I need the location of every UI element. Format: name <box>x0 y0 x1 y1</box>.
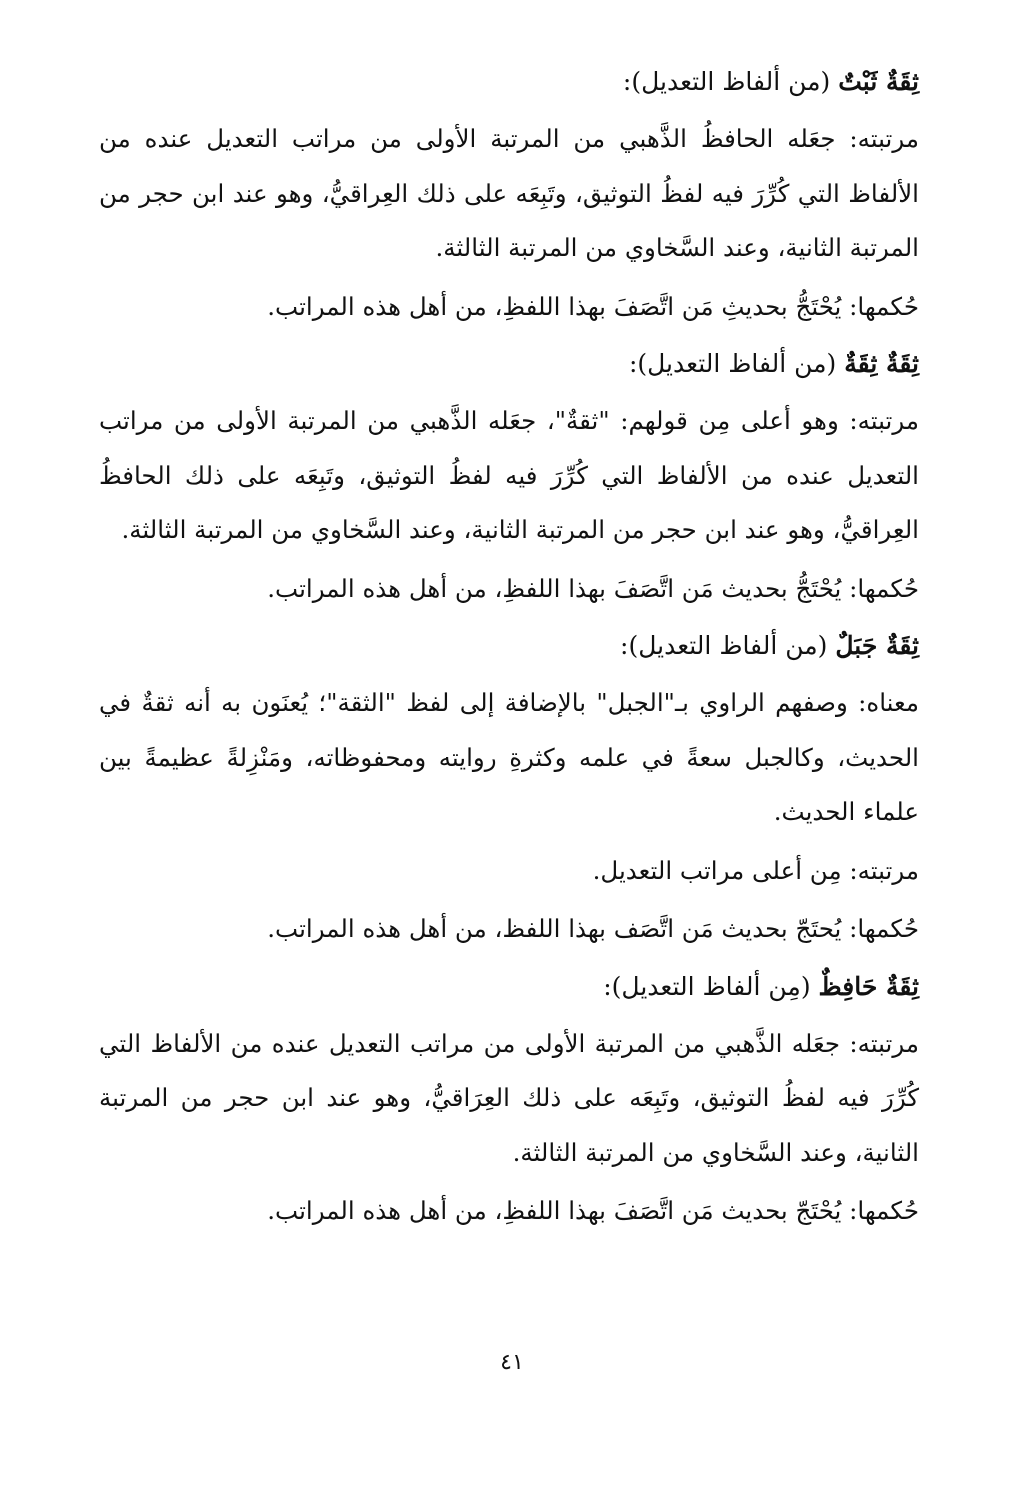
page-number: ٤١ <box>500 1350 524 1375</box>
entry-paragraph: مرتبته: مِن أعلى مراتب التعديل. <box>592 855 919 885</box>
entry-thiqa-hafiz <box>99 961 919 1239</box>
entry-paragraph: حُكمها: يُحتَجّ بحديث مَن اتَّصَف بهذا اللفظ، من أهل هذه المراتب. <box>267 914 919 943</box>
entry-category: (من ألفاظ التعديل): <box>628 349 845 378</box>
entry-heading <box>99 338 919 390</box>
entry-term: ثِقَةٌ ثَبْتٌ <box>838 67 919 96</box>
entry-paragraph: مرتبته: جعَله الذَّهبي من المرتبة الأولى من مراتب التعديل عنده من الألفاظ التي كُرِّرَ فيه لفظُ التوثيق، وتَبِعَه على ذلك العِرَاقيُّ، وهو عند ابن حجر من المرتبة الثانية، وعند السَّخاوي من المرتبة الثالثة. <box>99 1028 919 1167</box>
entry-heading <box>99 961 919 1013</box>
entry-term: ثِقَةٌ جَبَلٌ <box>835 631 919 660</box>
entry-heading <box>99 620 919 672</box>
entry-thiqa-jabal <box>99 620 919 957</box>
entry-thiqa-thiqa <box>99 338 919 616</box>
entry-paragraph: حُكمها: يُحْتَجّ بحديث مَن اتَّصَفَ بهذا اللفظِ، من أهل هذه المراتب. <box>267 1196 919 1225</box>
entry-paragraph: حُكمها: يُحْتَجُّ بحديثِ مَن اتَّصَفَ بهذا اللفظِ، من أهل هذه المراتب. <box>267 291 919 321</box>
entry-paragraph: مرتبته: جعَله الحافظُ الذَّهبي من المرتبة الأولى من مراتب التعديل عنده من الألفاظ التي كُرِّرَ فيه لفظُ التوثيق، وتَبِعَه على ذلك العِراقيُّ، وهو عند ابن حجر من المرتبة الثانية، وعند السَّخاوي من المرتبة الثالثة. <box>99 124 919 262</box>
page-body <box>99 56 919 1239</box>
entry-paragraph: مرتبته: وهو أعلى مِن قولهم: "ثقةٌ"، جعَله الذَّهبي من المرتبة الأولى من مراتب التعديل عنده من الألفاظ التي كُرِّرَ فيه لفظُ التوثيق، وتَبِعَه على ذلك الحافظُ العِراقيُّ، وهو عند ابن حجر من المرتبة الثانية، وعند السَّخاوي من المرتبة الثالثة. <box>99 406 919 544</box>
entry-thiqa-thabt <box>99 56 919 334</box>
entry-term: ثِقَةٌ ثِقَةٌ <box>844 349 919 378</box>
entry-heading <box>99 56 919 108</box>
entry-paragraph: حُكمها: يُحْتَجُّ بحديث مَن اتَّصَفَ بهذا اللفظِ، من أهل هذه المراتب. <box>267 573 919 603</box>
entry-category: (مِن ألفاظ التعديل): <box>603 971 819 1001</box>
entry-term: ثِقَةٌ حَافِظٌ <box>818 971 919 1001</box>
entry-category: (من ألفاظ التعديل): <box>620 631 836 660</box>
entry-category: (من ألفاظ التعديل): <box>622 67 839 96</box>
entry-paragraph: معناه: وصفهم الراوي بـ"الجبل" بالإضافة إلى لفظ "الثقة"؛ يُعنَون به أنه ثقةٌ في الحديث، وكالجبل سعةً في علمه وكثرةِ روايته ومحفوظاته، ومَنْزِلةً عظيمةً بين علماء الحديث. <box>99 688 919 826</box>
